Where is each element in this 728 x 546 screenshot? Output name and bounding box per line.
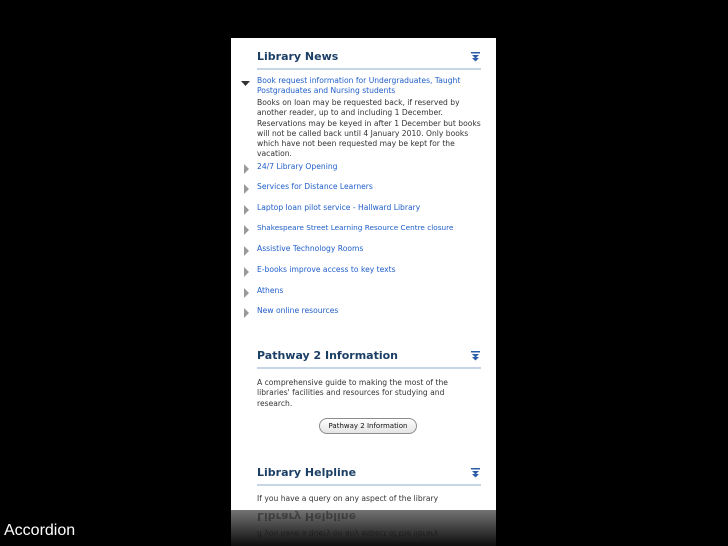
collapsed-arrow-icon bbox=[241, 267, 251, 277]
collapsed-arrow-icon bbox=[241, 225, 251, 235]
news-item-body: Books on loan may be requested back, if reserved by another reader, up to and including 1 December. Reservations may be keyed in after 1 December but books will not be called back until 4 January 2010. Only books which have not been requested may be kept for the vacation. bbox=[257, 98, 481, 159]
collapse-toggle-icon[interactable] bbox=[471, 468, 480, 478]
collapse-toggle-icon[interactable] bbox=[471, 52, 480, 62]
library-news-title: Library News bbox=[257, 50, 339, 63]
news-item-link[interactable]: 24/7 Library Opening bbox=[257, 162, 338, 171]
news-item-link[interactable]: Laptop loan pilot service - Hallward Library bbox=[257, 203, 421, 212]
collapsed-arrow-icon bbox=[241, 288, 251, 298]
helpline-header[interactable] bbox=[257, 462, 481, 486]
news-item-link[interactable]: E-books improve access to key texts bbox=[257, 265, 396, 274]
accordion-panel bbox=[231, 38, 496, 546]
collapsed-arrow-icon bbox=[241, 164, 251, 174]
library-news-header[interactable] bbox=[257, 46, 481, 70]
collapsed-arrow-icon bbox=[241, 308, 251, 318]
news-item-link[interactable]: New online resources bbox=[257, 306, 339, 315]
helpline-body: If you have a query on any aspect of the library bbox=[257, 494, 439, 503]
pathway-description: A comprehensive guide to making the most of the libraries' facilities and resources for studying and research. bbox=[257, 378, 448, 408]
slide-caption: Accordion bbox=[4, 522, 76, 539]
helpline-title: Library Helpline bbox=[257, 466, 357, 479]
news-item-link[interactable]: Athens bbox=[257, 286, 284, 295]
collapsed-arrow-icon bbox=[241, 184, 251, 194]
collapse-toggle-icon[interactable] bbox=[471, 351, 480, 361]
expanded-arrow-icon bbox=[241, 78, 251, 88]
news-item-link[interactable]: Book request information for Undergraduates, Taught Postgraduates and Nursing students bbox=[257, 76, 461, 96]
news-item-link[interactable]: Services for Distance Learners bbox=[257, 182, 373, 191]
bottom-fade-overlay bbox=[0, 510, 728, 546]
news-item-link[interactable]: Shakespeare Street Learning Resource Centre closure bbox=[257, 223, 454, 232]
pathway-info-button[interactable]: Pathway 2 Information bbox=[319, 418, 417, 434]
pathway-header[interactable] bbox=[257, 345, 481, 369]
collapsed-arrow-icon bbox=[241, 205, 251, 215]
collapsed-arrow-icon bbox=[241, 246, 251, 256]
pathway-title: Pathway 2 Information bbox=[257, 349, 399, 362]
news-item-link[interactable]: Assistive Technology Rooms bbox=[257, 244, 364, 253]
